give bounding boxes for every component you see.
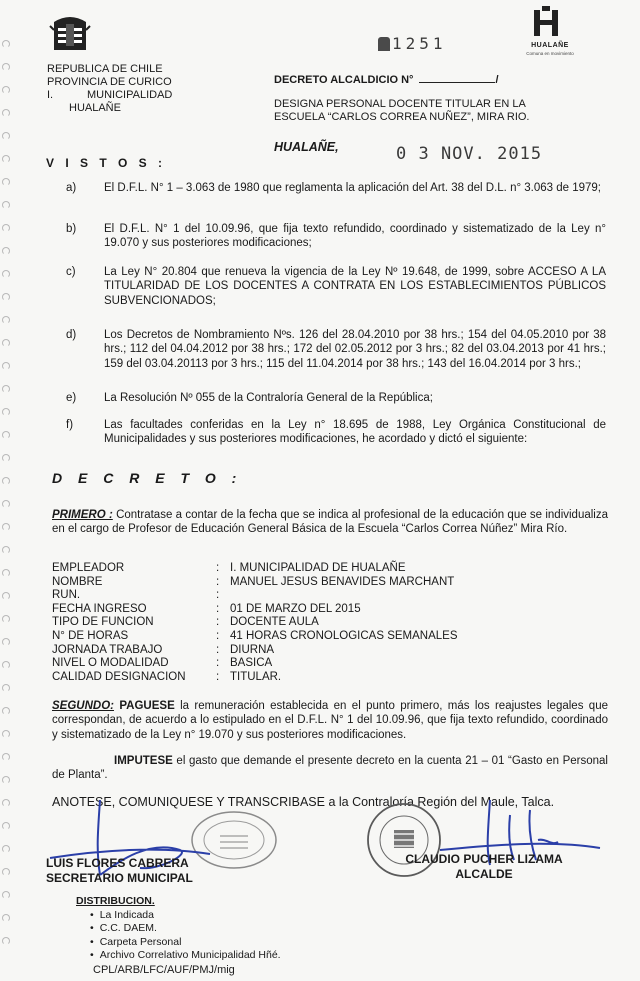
employee-field-label: N° DE HORAS <box>52 629 129 642</box>
vistos-text: El D.F.L. N° 1 del 10.09.96, que fija texto refundido, coordinado y sistematizado de la Ley n° 19.070 y sus posteriores modificaciones; <box>104 223 606 250</box>
binder-hole <box>2 799 10 807</box>
distribution-item: • Archivo Correlativo Municipalidad Hñé. <box>90 949 281 963</box>
vistos-key: b) <box>66 223 77 235</box>
secretary-name: LUIS FLORES CABRERA <box>46 856 189 870</box>
binder-hole <box>2 523 10 531</box>
colon: : <box>216 629 220 642</box>
employee-row <box>52 576 458 590</box>
mayor-signature-block <box>388 852 580 882</box>
colon: : <box>216 602 220 615</box>
binder-hole <box>2 477 10 485</box>
binder-hole <box>2 891 10 899</box>
employee-field-value: TITULAR. <box>230 670 282 683</box>
binder-hole <box>2 822 10 830</box>
logo-tagline: Comuna en movimiento <box>526 51 574 57</box>
logo-name: HUALAÑE <box>531 42 569 50</box>
colon: : <box>216 657 220 670</box>
colon: : <box>216 616 220 629</box>
binder-hole <box>2 615 10 623</box>
vistos-key: e) <box>66 392 77 404</box>
binder-hole <box>2 684 10 692</box>
vistos-item <box>66 265 606 308</box>
hualane-logo <box>526 6 574 57</box>
vistos-text: El D.F.L. N° 1 – 3.063 de 1980 que reglamenta la aplicación del Art. 38 del D.L. n° 3.063 de 1979; <box>104 182 601 194</box>
province: PROVINCIA DE CURICO <box>47 76 172 88</box>
date-stamp: 0 3 NOV. 2015 <box>396 144 543 164</box>
binder-hole <box>2 293 10 301</box>
employee-row <box>52 644 458 658</box>
colon: : <box>216 643 220 656</box>
municipality-prefix: I. <box>47 89 54 101</box>
binder-hole <box>2 224 10 232</box>
employee-field-value: 41 HORAS CRONOLOGICAS SEMANALES <box>230 629 458 642</box>
place: HUALAÑE, <box>274 140 339 154</box>
binder-hole <box>2 431 10 439</box>
mayor-name: CLAUDIO PUCHER LIZAMA <box>405 852 563 866</box>
binder-hole <box>2 63 10 71</box>
country: REPUBLICA DE CHILE <box>47 63 163 75</box>
decree-label: DECRETO ALCALDICIO N° <box>274 74 414 86</box>
binder-hole <box>2 201 10 209</box>
employee-field-label: CALIDAD DESIGNACION <box>52 670 186 683</box>
vistos-text: Las facultades conferidas en la Ley n° 18.695 de 1988, Ley Orgánica Constitucional de Municipalidades y sus posteriores modificaciones, he acordado y dictó el siguiente: <box>104 419 606 446</box>
binder-holes <box>2 40 12 960</box>
town: HUALAÑE <box>69 102 121 114</box>
primero-text: Contratase a contar de la fecha que se indica al profesional de la educación que se individualiza en el cargo de Profesor de Educación General Básica de la Escuela “Carlos Correa Núñez” Mira Río. <box>52 509 608 536</box>
binder-hole <box>2 178 10 186</box>
vistos-text: La Resolución Nº 055 de la Contraloría General de la República; <box>104 392 433 404</box>
employee-row <box>52 562 458 576</box>
binder-hole <box>2 546 10 554</box>
employee-field-label: RUN. <box>52 589 81 602</box>
document-number-stamp <box>378 34 447 54</box>
segundo-bold: PAGUESE <box>113 700 175 712</box>
employee-row <box>52 616 458 630</box>
employee-field-value: BASICA <box>230 657 273 670</box>
employee-field-label: FECHA INGRESO <box>52 602 147 615</box>
distribution-list <box>76 895 281 963</box>
binder-hole <box>2 868 10 876</box>
secretary-signature-block <box>46 856 193 886</box>
decree-suffix: / <box>495 74 499 86</box>
vistos-text: La Ley N° 20.804 que renueva la vigencia de la Ley Nº 19.648, de 1999, sobre ACCESO A LA TITULARIDAD DE LOS DOCENTES A CONTRATA EN LOS ESTABLECIMIENTOS PÚBLICOS SUBVENCIONADOS; <box>104 266 606 307</box>
employee-field-label: JORNADA TRABAJO <box>52 643 163 656</box>
employee-row <box>52 630 458 644</box>
hualane-h-icon <box>526 6 566 38</box>
article-primero <box>52 508 608 537</box>
binder-hole <box>2 247 10 255</box>
employee-field-value: 01 DE MARZO DEL 2015 <box>230 602 361 615</box>
binder-hole <box>2 937 10 945</box>
segundo-label: SEGUNDO: <box>52 700 114 712</box>
employee-field-label: NIVEL O MODALIDAD <box>52 657 169 670</box>
article-segundo <box>52 699 608 742</box>
distribution-item: • Carpeta Personal <box>90 936 281 950</box>
binder-hole <box>2 339 10 347</box>
vistos-key: a) <box>66 182 77 194</box>
employee-row <box>52 603 458 617</box>
vistos-item <box>66 391 606 405</box>
document-number: 1251 <box>392 34 447 53</box>
distribution-item: • C.C. DAEM. <box>90 922 281 936</box>
typist-initials: CPL/ARB/LFC/AUF/PMJ/mig <box>93 964 235 976</box>
vistos-text: Los Decretos de Nombramiento Nºs. 126 del 28.04.2010 por 38 hrs.; 154 del 04.05.2010 por 38 hrs.; 112 del 04.04.2012 por 38 hrs.; 172 del 02.05.2012 por 3 hrs.; 82 del 03.04.2013 por 41 hrs.; 159 del 03.04.20113 por 3 hrs.; 115 del 11.04.2014 por 38 hrs.; 143 del 16.04.2014 por 3 hrs.; <box>104 329 606 370</box>
binder-hole <box>2 661 10 669</box>
binder-hole <box>2 730 10 738</box>
closing-formula: ANOTESE, COMUNIQUESE Y TRANSCRIBASE a la Contraloría Región del Maule, Talca. <box>52 795 555 809</box>
binder-hole <box>2 776 10 784</box>
issuer-header <box>47 63 172 115</box>
employee-row <box>52 657 458 671</box>
binder-hole <box>2 569 10 577</box>
article-imputese <box>52 754 608 783</box>
municipal-seal-icon <box>48 14 92 54</box>
vistos-item <box>66 181 606 195</box>
binder-hole <box>2 270 10 278</box>
binder-hole <box>2 155 10 163</box>
distribution-item: • La Indicada <box>90 909 281 923</box>
binder-hole <box>2 408 10 416</box>
binder-hole <box>2 707 10 715</box>
binder-hole <box>2 638 10 646</box>
colon: : <box>216 670 220 683</box>
mayor-title: ALCALDE <box>455 867 513 881</box>
employee-field-value: DIURNA <box>230 643 275 656</box>
municipality: MUNICIPALIDAD <box>87 89 173 101</box>
imputese-text: el gasto que demande el presente decreto en la cuenta 21 – 01 “Gasto en Personal de Planta”. <box>52 755 608 782</box>
employee-row <box>52 589 458 603</box>
vistos-item <box>66 222 606 251</box>
binder-hole <box>2 40 10 48</box>
distribution-title: DISTRIBUCION. <box>76 895 155 907</box>
vistos-key: c) <box>66 266 76 278</box>
colon: : <box>216 562 220 574</box>
employee-field-value: MANUEL JESUS BENAVIDES MARCHANT <box>230 575 455 588</box>
decree-subject: DESIGNA PERSONAL DOCENTE TITULAR EN LA ESCUELA “CARLOS CORREA NUÑEZ”, MIRA RIO. <box>274 98 530 123</box>
binder-hole <box>2 316 10 324</box>
binder-hole <box>2 753 10 761</box>
binder-hole <box>2 500 10 508</box>
binder-hole <box>2 362 10 370</box>
primero-label: PRIMERO : <box>52 509 113 521</box>
vistos-item <box>66 418 606 447</box>
imputese-bold: IMPUTESE <box>114 755 173 767</box>
binder-hole <box>2 86 10 94</box>
employee-field-label: TIPO DE FUNCION <box>52 616 154 629</box>
employee-row <box>52 671 458 685</box>
colon: : <box>216 589 220 602</box>
segundo-text: la remuneración establecida en el punto primero, más los reajustes legales que correspondan, de acuerdo a lo estipulado en el D.F.L. N° 1 del 10.09.96, que fija texto refundido, coordinado y sistematizado de la Ley n° 19.070 y sus posteriores modificaciones. <box>52 700 608 741</box>
employee-field-value: DOCENTE AULA <box>230 616 319 629</box>
binder-hole <box>2 845 10 853</box>
employee-field-label: NOMBRE <box>52 575 103 588</box>
vistos-key: f) <box>66 419 74 431</box>
colon: : <box>216 575 220 588</box>
vistos-title: V I S T O S : <box>46 156 167 170</box>
employee-table <box>52 562 458 684</box>
binder-hole <box>2 385 10 393</box>
binder-hole <box>2 454 10 462</box>
binder-hole <box>2 592 10 600</box>
secretary-stamp-icon <box>186 808 282 872</box>
decree-number-line <box>274 73 499 88</box>
binder-hole <box>2 914 10 922</box>
employee-field-value: I. MUNICIPALIDAD DE HUALAÑE <box>230 562 406 574</box>
vistos-item <box>66 328 606 371</box>
vistos-key: d) <box>66 329 77 341</box>
binder-hole <box>2 132 10 140</box>
decreto-title: D E C R E T O : <box>52 470 243 486</box>
employee-field-label: EMPLEADOR <box>52 562 125 574</box>
secretary-title: SECRETARIO MUNICIPAL <box>46 871 193 885</box>
binder-hole <box>2 109 10 117</box>
